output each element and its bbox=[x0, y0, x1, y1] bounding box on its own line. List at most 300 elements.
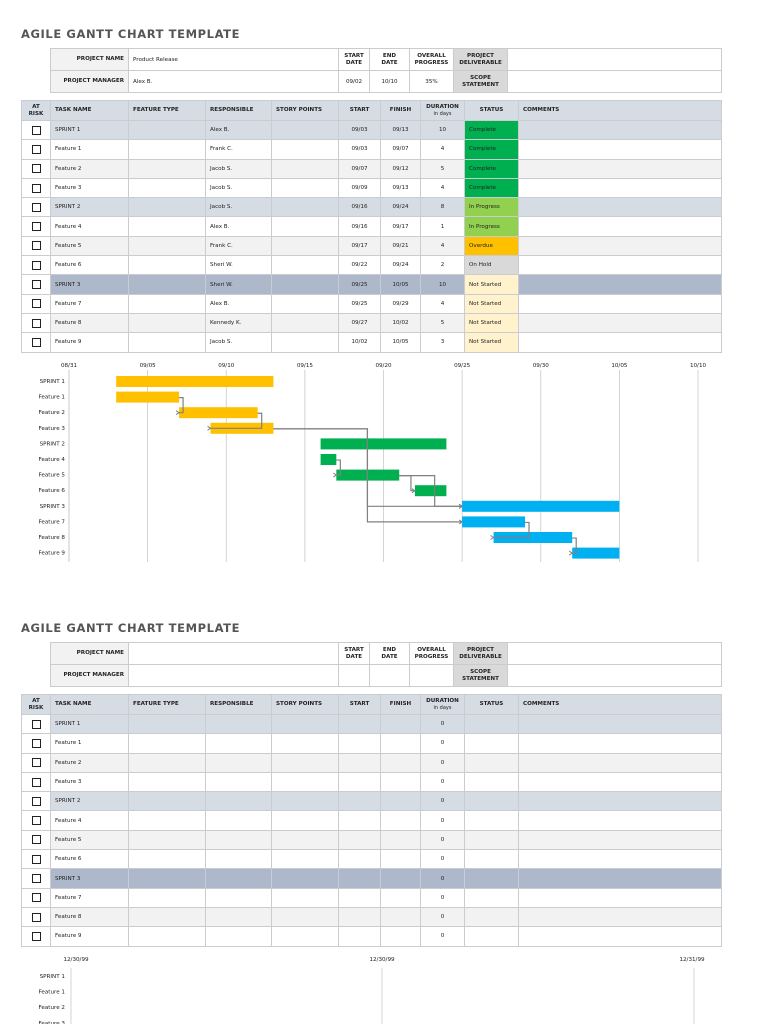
responsible-cell[interactable] bbox=[206, 830, 272, 849]
axis-tick-label: 12/30/99 bbox=[63, 957, 89, 963]
feature-type-cell[interactable] bbox=[129, 888, 206, 907]
finish-cell[interactable] bbox=[381, 772, 421, 791]
end-date-field[interactable]: 10/10 bbox=[370, 71, 410, 93]
task-name-cell[interactable]: Feature 5 bbox=[51, 236, 129, 255]
comments-cell[interactable] bbox=[519, 159, 722, 178]
story-points-cell[interactable] bbox=[272, 159, 339, 178]
table-row bbox=[22, 333, 722, 352]
responsible-cell[interactable]: Kennedy K. bbox=[206, 313, 272, 332]
finish-cell[interactable]: 09/13 bbox=[381, 121, 421, 140]
responsible-cell[interactable] bbox=[206, 927, 272, 946]
at-risk-checkbox[interactable] bbox=[32, 720, 41, 729]
start-cell[interactable] bbox=[339, 850, 381, 869]
feature-type-cell[interactable] bbox=[129, 869, 206, 888]
at-risk-cell[interactable] bbox=[22, 313, 51, 332]
task-name-cell[interactable]: Feature 3 bbox=[51, 772, 129, 791]
status-cell[interactable]: Not Started bbox=[465, 294, 519, 313]
at-risk-checkbox[interactable] bbox=[32, 203, 41, 212]
duration-cell: 2 bbox=[421, 256, 465, 275]
at-risk-checkbox[interactable] bbox=[32, 874, 41, 883]
story-points-cell[interactable] bbox=[272, 734, 339, 753]
at-risk-cell[interactable] bbox=[22, 792, 51, 811]
task-name-cell[interactable]: Feature 5 bbox=[51, 830, 129, 849]
comments-cell[interactable] bbox=[519, 217, 722, 236]
finish-cell[interactable] bbox=[381, 734, 421, 753]
feature-type-cell[interactable] bbox=[129, 140, 206, 159]
status-cell[interactable] bbox=[465, 792, 519, 811]
status-cell[interactable]: In Progress bbox=[465, 198, 519, 217]
responsible-cell[interactable]: Jacob S. bbox=[206, 333, 272, 352]
gantt-bar bbox=[462, 516, 525, 527]
status-cell[interactable] bbox=[465, 811, 519, 830]
responsible-cell[interactable]: Sheri W. bbox=[206, 256, 272, 275]
finish-cell[interactable]: 09/12 bbox=[381, 159, 421, 178]
story-points-cell[interactable] bbox=[272, 772, 339, 791]
at-risk-cell[interactable] bbox=[22, 772, 51, 791]
scope-field[interactable] bbox=[508, 665, 722, 687]
feature-type-cell[interactable] bbox=[129, 753, 206, 772]
comments-cell[interactable] bbox=[519, 256, 722, 275]
comments-cell[interactable] bbox=[519, 850, 722, 869]
duration-cell: 10 bbox=[421, 121, 465, 140]
comments-cell[interactable] bbox=[519, 811, 722, 830]
feature-type-cell[interactable] bbox=[129, 772, 206, 791]
deliverable-field[interactable] bbox=[508, 643, 722, 665]
project-name-field[interactable]: Product Release bbox=[129, 49, 339, 71]
overall-progress-label: OVERALL PROGRESS bbox=[410, 643, 454, 665]
status-cell[interactable]: Complete bbox=[465, 121, 519, 140]
finish-cell[interactable]: 09/21 bbox=[381, 236, 421, 255]
at-risk-checkbox[interactable] bbox=[32, 222, 41, 231]
gantt-bar bbox=[321, 454, 337, 465]
start-cell[interactable] bbox=[339, 888, 381, 907]
finish-cell[interactable] bbox=[381, 715, 421, 734]
feature-type-cell[interactable] bbox=[129, 159, 206, 178]
story-points-cell[interactable] bbox=[272, 217, 339, 236]
story-points-cell[interactable] bbox=[272, 256, 339, 275]
duration-cell: 0 bbox=[421, 830, 465, 849]
responsible-cell[interactable]: Frank C. bbox=[206, 236, 272, 255]
gantt-row-label: Feature 2 bbox=[38, 1005, 65, 1012]
story-points-cell[interactable] bbox=[272, 198, 339, 217]
gantt-bar bbox=[321, 438, 447, 449]
start-cell[interactable] bbox=[339, 907, 381, 926]
axis-tick-label: 09/25 bbox=[454, 363, 471, 369]
story-points-cell[interactable] bbox=[272, 753, 339, 772]
responsible-cell[interactable] bbox=[206, 888, 272, 907]
status-cell[interactable]: Not Started bbox=[465, 313, 519, 332]
project-manager-field[interactable] bbox=[129, 665, 339, 687]
start-cell[interactable]: 09/25 bbox=[339, 275, 381, 294]
feature-type-cell[interactable] bbox=[129, 927, 206, 946]
feature-type-cell[interactable] bbox=[129, 792, 206, 811]
at-risk-cell[interactable] bbox=[22, 275, 51, 294]
comments-cell[interactable] bbox=[519, 772, 722, 791]
feature-type-cell[interactable] bbox=[129, 715, 206, 734]
gantt-row-label: Feature 4 bbox=[38, 457, 65, 463]
comments-cell[interactable] bbox=[519, 275, 722, 294]
at-risk-cell[interactable] bbox=[22, 907, 51, 926]
story-points-cell[interactable] bbox=[272, 121, 339, 140]
at-risk-cell[interactable] bbox=[22, 811, 51, 830]
dependency-arrow bbox=[208, 426, 211, 430]
comments-cell[interactable] bbox=[519, 715, 722, 734]
at-risk-cell[interactable] bbox=[22, 294, 51, 313]
task-name-cell[interactable]: SPRINT 1 bbox=[51, 715, 129, 734]
dependency-connector bbox=[399, 476, 415, 491]
responsible-cell[interactable]: Sheri W. bbox=[206, 275, 272, 294]
gantt-row-label: Feature 9 bbox=[38, 550, 65, 557]
status-cell[interactable]: Complete bbox=[465, 178, 519, 197]
task-name-cell[interactable]: Feature 3 bbox=[51, 178, 129, 197]
finish-cell[interactable] bbox=[381, 753, 421, 772]
at-risk-checkbox[interactable] bbox=[32, 835, 41, 844]
at-risk-checkbox[interactable] bbox=[32, 319, 41, 328]
at-risk-checkbox[interactable] bbox=[32, 893, 41, 902]
gantt-row-label: Feature 7 bbox=[38, 519, 65, 526]
responsible-cell[interactable] bbox=[206, 715, 272, 734]
at-risk-checkbox[interactable] bbox=[32, 338, 41, 347]
gantt-row-label: SPRINT 2 bbox=[39, 441, 65, 448]
at-risk-cell[interactable] bbox=[22, 888, 51, 907]
comments-cell[interactable] bbox=[519, 140, 722, 159]
task-name-cell[interactable]: SPRINT 3 bbox=[51, 869, 129, 888]
start-cell[interactable] bbox=[339, 927, 381, 946]
feature-type-cell[interactable] bbox=[129, 907, 206, 926]
comments-cell[interactable] bbox=[519, 313, 722, 332]
start-cell[interactable]: 09/03 bbox=[339, 121, 381, 140]
feature-type-cell[interactable] bbox=[129, 121, 206, 140]
gantt-bar bbox=[415, 485, 446, 496]
project-manager-field[interactable]: Alex B. bbox=[129, 71, 339, 93]
task-name-cell[interactable]: Feature 9 bbox=[51, 927, 129, 946]
comments-cell[interactable] bbox=[519, 294, 722, 313]
comments-cell[interactable] bbox=[519, 236, 722, 255]
task-name-cell[interactable]: Feature 7 bbox=[51, 888, 129, 907]
feature-type-cell[interactable] bbox=[129, 178, 206, 197]
feature-type-cell[interactable] bbox=[129, 734, 206, 753]
status-cell[interactable] bbox=[465, 772, 519, 791]
start-cell[interactable] bbox=[339, 715, 381, 734]
at-risk-checkbox[interactable] bbox=[32, 778, 41, 787]
at-risk-cell[interactable] bbox=[22, 927, 51, 946]
status-cell[interactable]: On Hold bbox=[465, 256, 519, 275]
story-points-cell[interactable] bbox=[272, 830, 339, 849]
responsible-cell[interactable] bbox=[206, 772, 272, 791]
finish-cell[interactable]: 09/13 bbox=[381, 178, 421, 197]
deliverable-field[interactable] bbox=[508, 49, 722, 71]
comments-cell[interactable] bbox=[519, 907, 722, 926]
task-name-cell[interactable]: Feature 2 bbox=[51, 753, 129, 772]
feature-type-cell[interactable] bbox=[129, 217, 206, 236]
responsible-cell[interactable]: Alex B. bbox=[206, 294, 272, 313]
duration-cell: 0 bbox=[421, 888, 465, 907]
overall-progress-field[interactable]: 35% bbox=[410, 71, 454, 93]
at-risk-cell[interactable] bbox=[22, 217, 51, 236]
col-at-risk: AT RISK bbox=[22, 101, 51, 121]
col-finish: FINISH bbox=[381, 695, 421, 715]
story-points-cell[interactable] bbox=[272, 333, 339, 352]
at-risk-checkbox[interactable] bbox=[32, 280, 41, 289]
task-name-cell[interactable]: SPRINT 2 bbox=[51, 198, 129, 217]
col-duration bbox=[421, 101, 465, 121]
feature-type-cell[interactable] bbox=[129, 830, 206, 849]
responsible-cell[interactable] bbox=[206, 734, 272, 753]
at-risk-checkbox[interactable] bbox=[32, 797, 41, 806]
at-risk-cell[interactable] bbox=[22, 830, 51, 849]
at-risk-checkbox[interactable] bbox=[32, 164, 41, 173]
at-risk-checkbox[interactable] bbox=[32, 241, 41, 250]
start-date-field[interactable] bbox=[339, 665, 370, 687]
finish-cell[interactable] bbox=[381, 927, 421, 946]
task-name-cell[interactable]: Feature 1 bbox=[51, 734, 129, 753]
story-points-cell[interactable] bbox=[272, 313, 339, 332]
story-points-cell[interactable] bbox=[272, 236, 339, 255]
feature-type-cell[interactable] bbox=[129, 811, 206, 830]
start-cell[interactable]: 10/02 bbox=[339, 333, 381, 352]
task-name-cell[interactable]: Feature 9 bbox=[51, 333, 129, 352]
status-cell[interactable] bbox=[465, 715, 519, 734]
start-cell[interactable]: 09/07 bbox=[339, 159, 381, 178]
deliverable-label: PROJECT DELIVERABLE bbox=[454, 643, 508, 665]
overall-progress-label: OVERALL PROGRESS bbox=[410, 49, 454, 71]
finish-cell[interactable]: 10/02 bbox=[381, 313, 421, 332]
at-risk-checkbox[interactable] bbox=[32, 932, 41, 941]
finish-cell[interactable]: 09/29 bbox=[381, 294, 421, 313]
finish-cell[interactable]: 10/05 bbox=[381, 333, 421, 352]
at-risk-cell[interactable] bbox=[22, 140, 51, 159]
start-cell[interactable]: 09/25 bbox=[339, 294, 381, 313]
status-cell[interactable]: Not Started bbox=[465, 275, 519, 294]
at-risk-checkbox[interactable] bbox=[32, 758, 41, 767]
responsible-cell[interactable]: Jacob S. bbox=[206, 178, 272, 197]
table-row bbox=[22, 850, 722, 869]
start-cell[interactable] bbox=[339, 772, 381, 791]
status-cell[interactable] bbox=[465, 907, 519, 926]
comments-cell[interactable] bbox=[519, 888, 722, 907]
story-points-cell[interactable] bbox=[272, 850, 339, 869]
task-name-cell[interactable]: Feature 6 bbox=[51, 850, 129, 869]
start-cell[interactable]: 09/03 bbox=[339, 140, 381, 159]
comments-cell[interactable] bbox=[519, 830, 722, 849]
feature-type-cell[interactable] bbox=[129, 313, 206, 332]
end-date-field[interactable] bbox=[370, 665, 410, 687]
responsible-cell[interactable] bbox=[206, 811, 272, 830]
duration-cell: 3 bbox=[421, 333, 465, 352]
task-name-cell[interactable]: SPRINT 2 bbox=[51, 792, 129, 811]
at-risk-cell[interactable] bbox=[22, 236, 51, 255]
responsible-cell[interactable]: Jacob S. bbox=[206, 198, 272, 217]
start-cell[interactable] bbox=[339, 869, 381, 888]
task-name-cell[interactable]: Feature 4 bbox=[51, 217, 129, 236]
finish-cell[interactable] bbox=[381, 869, 421, 888]
at-risk-cell[interactable] bbox=[22, 333, 51, 352]
finish-cell[interactable] bbox=[381, 811, 421, 830]
task-name-cell[interactable]: SPRINT 3 bbox=[51, 275, 129, 294]
at-risk-checkbox[interactable] bbox=[32, 855, 41, 864]
feature-type-cell[interactable] bbox=[129, 275, 206, 294]
finish-cell[interactable]: 09/17 bbox=[381, 217, 421, 236]
status-cell[interactable]: Not Started bbox=[465, 333, 519, 352]
responsible-cell[interactable]: Alex B. bbox=[206, 217, 272, 236]
comments-cell[interactable] bbox=[519, 792, 722, 811]
page-title: AGILE GANTT CHART TEMPLATE bbox=[21, 27, 241, 41]
at-risk-cell[interactable] bbox=[22, 256, 51, 275]
finish-cell[interactable] bbox=[381, 792, 421, 811]
comments-cell[interactable] bbox=[519, 869, 722, 888]
at-risk-cell[interactable] bbox=[22, 178, 51, 197]
task-name-cell[interactable]: Feature 6 bbox=[51, 256, 129, 275]
gantt-row-label: SPRINT 3 bbox=[39, 503, 65, 510]
at-risk-checkbox[interactable] bbox=[32, 184, 41, 193]
start-cell[interactable] bbox=[339, 753, 381, 772]
status-cell[interactable]: Complete bbox=[465, 140, 519, 159]
story-points-cell[interactable] bbox=[272, 275, 339, 294]
start-cell[interactable]: 09/27 bbox=[339, 313, 381, 332]
status-cell[interactable] bbox=[465, 734, 519, 753]
at-risk-checkbox[interactable] bbox=[32, 299, 41, 308]
responsible-cell[interactable] bbox=[206, 792, 272, 811]
comments-cell[interactable] bbox=[519, 198, 722, 217]
duration-cell: 0 bbox=[421, 907, 465, 926]
task-name-cell[interactable]: Feature 4 bbox=[51, 811, 129, 830]
duration-cell: 4 bbox=[421, 140, 465, 159]
at-risk-cell[interactable] bbox=[22, 850, 51, 869]
responsible-cell[interactable] bbox=[206, 907, 272, 926]
start-cell[interactable] bbox=[339, 811, 381, 830]
start-cell[interactable] bbox=[339, 792, 381, 811]
feature-type-cell[interactable] bbox=[129, 198, 206, 217]
task-name-cell[interactable]: Feature 8 bbox=[51, 907, 129, 926]
story-points-cell[interactable] bbox=[272, 715, 339, 734]
status-cell[interactable] bbox=[465, 927, 519, 946]
story-points-cell[interactable] bbox=[272, 927, 339, 946]
task-name-cell[interactable]: Feature 7 bbox=[51, 294, 129, 313]
at-risk-cell[interactable] bbox=[22, 753, 51, 772]
axis-tick-label: 08/31 bbox=[60, 363, 78, 369]
task-name-cell[interactable]: Feature 2 bbox=[51, 159, 129, 178]
at-risk-cell[interactable] bbox=[22, 159, 51, 178]
overall-progress-field[interactable] bbox=[410, 665, 454, 687]
scope-field[interactable] bbox=[508, 71, 722, 93]
finish-cell[interactable]: 09/24 bbox=[381, 256, 421, 275]
gantt-row-label: SPRINT 1 bbox=[39, 379, 65, 385]
start-cell[interactable]: 09/16 bbox=[339, 217, 381, 236]
project-name-field[interactable] bbox=[129, 643, 339, 665]
comments-cell[interactable] bbox=[519, 178, 722, 197]
feature-type-cell[interactable] bbox=[129, 850, 206, 869]
at-risk-checkbox[interactable] bbox=[32, 126, 41, 135]
at-risk-checkbox[interactable] bbox=[32, 261, 41, 270]
status-cell[interactable] bbox=[465, 850, 519, 869]
start-date-field[interactable]: 09/02 bbox=[339, 71, 370, 93]
status-cell[interactable]: Overdue bbox=[465, 236, 519, 255]
col-feature-type: FEATURE TYPE bbox=[129, 101, 206, 121]
status-cell[interactable]: In Progress bbox=[465, 217, 519, 236]
status-cell[interactable] bbox=[465, 830, 519, 849]
at-risk-cell[interactable] bbox=[22, 869, 51, 888]
finish-cell[interactable] bbox=[381, 830, 421, 849]
comments-cell[interactable] bbox=[519, 927, 722, 946]
at-risk-checkbox[interactable] bbox=[32, 145, 41, 154]
finish-cell[interactable]: 09/24 bbox=[381, 198, 421, 217]
responsible-cell[interactable] bbox=[206, 850, 272, 869]
story-points-cell[interactable] bbox=[272, 907, 339, 926]
at-risk-checkbox[interactable] bbox=[32, 913, 41, 922]
col-story-points: STORY POINTS bbox=[272, 101, 339, 121]
responsible-cell[interactable] bbox=[206, 753, 272, 772]
gantt-row-label: Feature 8 bbox=[38, 535, 65, 541]
comments-cell[interactable] bbox=[519, 333, 722, 352]
responsible-cell[interactable] bbox=[206, 869, 272, 888]
at-risk-checkbox[interactable] bbox=[32, 816, 41, 825]
at-risk-cell[interactable] bbox=[22, 121, 51, 140]
feature-type-cell[interactable] bbox=[129, 236, 206, 255]
table-row bbox=[22, 256, 722, 275]
feature-type-cell[interactable] bbox=[129, 333, 206, 352]
gantt-row-label: Feature 1 bbox=[38, 394, 65, 401]
status-cell[interactable] bbox=[465, 869, 519, 888]
story-points-cell[interactable] bbox=[272, 294, 339, 313]
project-info-table bbox=[50, 642, 722, 687]
duration-cell: 0 bbox=[421, 811, 465, 830]
finish-cell[interactable]: 10/05 bbox=[381, 275, 421, 294]
story-points-cell[interactable] bbox=[272, 811, 339, 830]
start-cell[interactable]: 09/17 bbox=[339, 236, 381, 255]
table-row bbox=[22, 753, 722, 772]
at-risk-cell[interactable] bbox=[22, 715, 51, 734]
story-points-cell[interactable] bbox=[272, 869, 339, 888]
story-points-cell[interactable] bbox=[272, 140, 339, 159]
story-points-cell[interactable] bbox=[272, 178, 339, 197]
start-cell[interactable]: 09/09 bbox=[339, 178, 381, 197]
feature-type-cell[interactable] bbox=[129, 294, 206, 313]
comments-cell[interactable] bbox=[519, 753, 722, 772]
start-cell[interactable]: 09/22 bbox=[339, 256, 381, 275]
finish-cell[interactable] bbox=[381, 907, 421, 926]
duration-cell: 0 bbox=[421, 792, 465, 811]
story-points-cell[interactable] bbox=[272, 792, 339, 811]
axis-tick-label: 09/10 bbox=[218, 363, 235, 369]
duration-cell: 0 bbox=[421, 772, 465, 791]
finish-cell[interactable] bbox=[381, 850, 421, 869]
at-risk-cell[interactable] bbox=[22, 198, 51, 217]
comments-cell[interactable] bbox=[519, 121, 722, 140]
start-cell[interactable] bbox=[339, 734, 381, 753]
comments-cell[interactable] bbox=[519, 734, 722, 753]
story-points-cell[interactable] bbox=[272, 888, 339, 907]
status-cell[interactable] bbox=[465, 888, 519, 907]
task-name-cell[interactable]: Feature 8 bbox=[51, 313, 129, 332]
status-cell[interactable] bbox=[465, 753, 519, 772]
dependency-arrow bbox=[333, 473, 336, 477]
responsible-cell[interactable]: Frank C. bbox=[206, 140, 272, 159]
start-cell[interactable] bbox=[339, 830, 381, 849]
table-row bbox=[22, 159, 722, 178]
task-name-cell[interactable]: Feature 1 bbox=[51, 140, 129, 159]
at-risk-cell[interactable] bbox=[22, 734, 51, 753]
task-name-cell[interactable]: SPRINT 1 bbox=[51, 121, 129, 140]
at-risk-checkbox[interactable] bbox=[32, 739, 41, 748]
status-cell[interactable]: Complete bbox=[465, 159, 519, 178]
start-cell[interactable]: 09/16 bbox=[339, 198, 381, 217]
finish-cell[interactable] bbox=[381, 888, 421, 907]
finish-cell[interactable]: 09/07 bbox=[381, 140, 421, 159]
responsible-cell[interactable]: Alex B. bbox=[206, 121, 272, 140]
feature-type-cell[interactable] bbox=[129, 256, 206, 275]
table-row bbox=[22, 178, 722, 197]
responsible-cell[interactable]: Jacob S. bbox=[206, 159, 272, 178]
